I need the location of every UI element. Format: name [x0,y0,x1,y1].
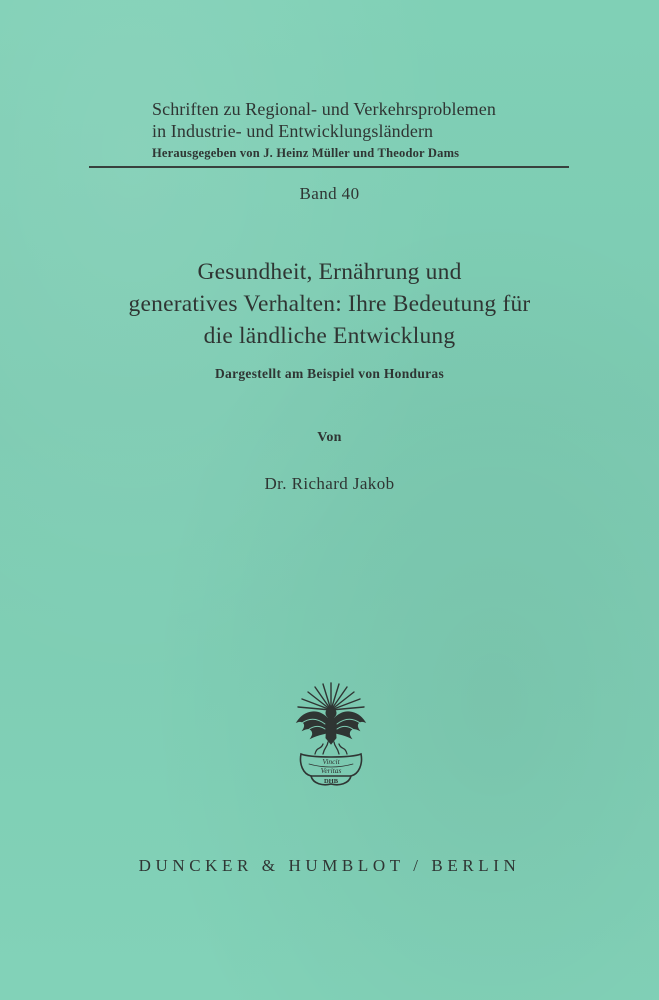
author-name: Dr. Richard Jakob [264,474,395,493]
horizontal-divider [89,166,569,168]
series-title-line-2: in Industrie- und Entwicklungsländern [152,121,434,141]
book-title [0,256,659,352]
volume-number: Band 40 [299,184,360,203]
book-subtitle: Dargestellt am Beispiel von Honduras [214,366,445,381]
series-editors: Herausgegeben von J. Heinz Müller und Theodor Dams [152,146,460,160]
book-title-line-1: Gesundheit, Ernährung und [197,259,462,285]
by-label: Von [317,430,342,445]
phoenix-emblem-icon [289,680,373,792]
book-title-line-2: generatives Verhalten: Ihre Bedeutung für [128,291,531,317]
series-header [152,98,572,161]
series-title-line-1: Schriften zu Regional- und Verkehrsproblemen [152,99,496,119]
emblem-motto-line-1: Vincit [322,757,340,766]
emblem-motto-line-2: Veritas [320,766,342,775]
book-title-line-3: die ländliche Entwicklung [203,323,456,349]
publisher-imprint: DUNCKER & HUMBLOT / BERLIN [138,856,521,875]
emblem-initials: DHB [323,778,339,785]
